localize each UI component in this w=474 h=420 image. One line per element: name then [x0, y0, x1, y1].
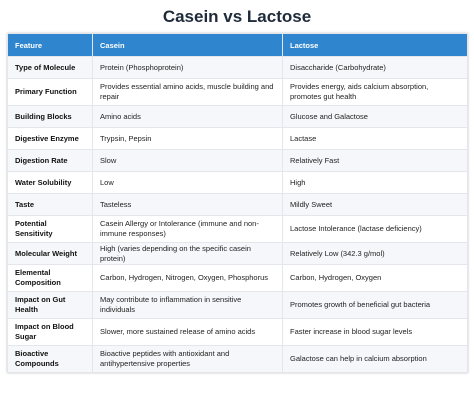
table-row [8, 79, 468, 106]
casein-cell: Slower, more sustained release of amino acids [93, 319, 283, 346]
lactose-cell: Lactase [283, 128, 468, 150]
table-row [8, 150, 468, 172]
casein-cell: High (varies depending on the specific casein protein) [93, 243, 283, 265]
lactose-cell: Relatively Fast [283, 150, 468, 172]
table-row [8, 265, 468, 292]
lactose-cell: Galactose can help in calcium absorption [283, 346, 468, 373]
lactose-cell: Relatively Low (342.3 g/mol) [283, 243, 468, 265]
casein-cell: Protein (Phosphoprotein) [93, 57, 283, 79]
table-row [8, 128, 468, 150]
table-row [8, 194, 468, 216]
table-row [8, 319, 468, 346]
table-row [8, 292, 468, 319]
header-feature: Feature [8, 34, 93, 57]
page-title: Casein vs Lactose [162, 7, 312, 26]
lactose-cell: Mildly Sweet [283, 194, 468, 216]
feature-cell: Primary Function [8, 79, 93, 106]
feature-cell: Digestion Rate [8, 150, 93, 172]
feature-cell: Type of Molecule [8, 57, 93, 79]
comparison-table [7, 33, 468, 373]
lactose-cell: Carbon, Hydrogen, Oxygen [283, 265, 468, 292]
casein-cell: Bioactive peptides with antioxidant and antihypertensive properties [93, 346, 283, 373]
table-row [8, 216, 468, 243]
casein-cell: Tasteless [93, 194, 283, 216]
feature-cell: Potential Sensitivity [8, 216, 93, 243]
lactose-cell: High [283, 172, 468, 194]
feature-cell: Taste [8, 194, 93, 216]
lactose-cell: Lactose Intolerance (lactase deficiency) [283, 216, 468, 243]
table-row [8, 243, 468, 265]
table-row [8, 57, 468, 79]
feature-cell: Digestive Enzyme [8, 128, 93, 150]
casein-cell: Slow [93, 150, 283, 172]
casein-cell: Casein Allergy or Intolerance (immune and non-immune responses) [93, 216, 283, 243]
lactose-cell: Disaccharide (Carbohydrate) [283, 57, 468, 79]
casein-cell: Amino acids [93, 106, 283, 128]
casein-cell: May contribute to inflammation in sensitive individuals [93, 292, 283, 319]
lactose-cell: Provides energy, aids calcium absorption, promotes gut health [283, 79, 468, 106]
lactose-cell: Promotes growth of beneficial gut bacteria [283, 292, 468, 319]
header-lactose: Lactose [283, 34, 468, 57]
feature-cell: Bioactive Compounds [8, 346, 93, 373]
header-casein: Casein [93, 34, 283, 57]
feature-cell: Building Blocks [8, 106, 93, 128]
casein-cell: Provides essential amino acids, muscle building and repair [93, 79, 283, 106]
lactose-cell: Faster increase in blood sugar levels [283, 319, 468, 346]
table-row [8, 106, 468, 128]
feature-cell: Elemental Composition [8, 265, 93, 292]
table-row [8, 172, 468, 194]
feature-cell: Water Solubility [8, 172, 93, 194]
casein-cell: Carbon, Hydrogen, Nitrogen, Oxygen, Phosphorus [93, 265, 283, 292]
table-header-row [8, 34, 468, 57]
lactose-cell: Glucose and Galactose [283, 106, 468, 128]
feature-cell: Impact on Gut Health [8, 292, 93, 319]
casein-cell: Low [93, 172, 283, 194]
feature-cell: Impact on Blood Sugar [8, 319, 93, 346]
table-row [8, 346, 468, 373]
feature-cell: Molecular Weight [8, 243, 93, 265]
casein-cell: Trypsin, Pepsin [93, 128, 283, 150]
